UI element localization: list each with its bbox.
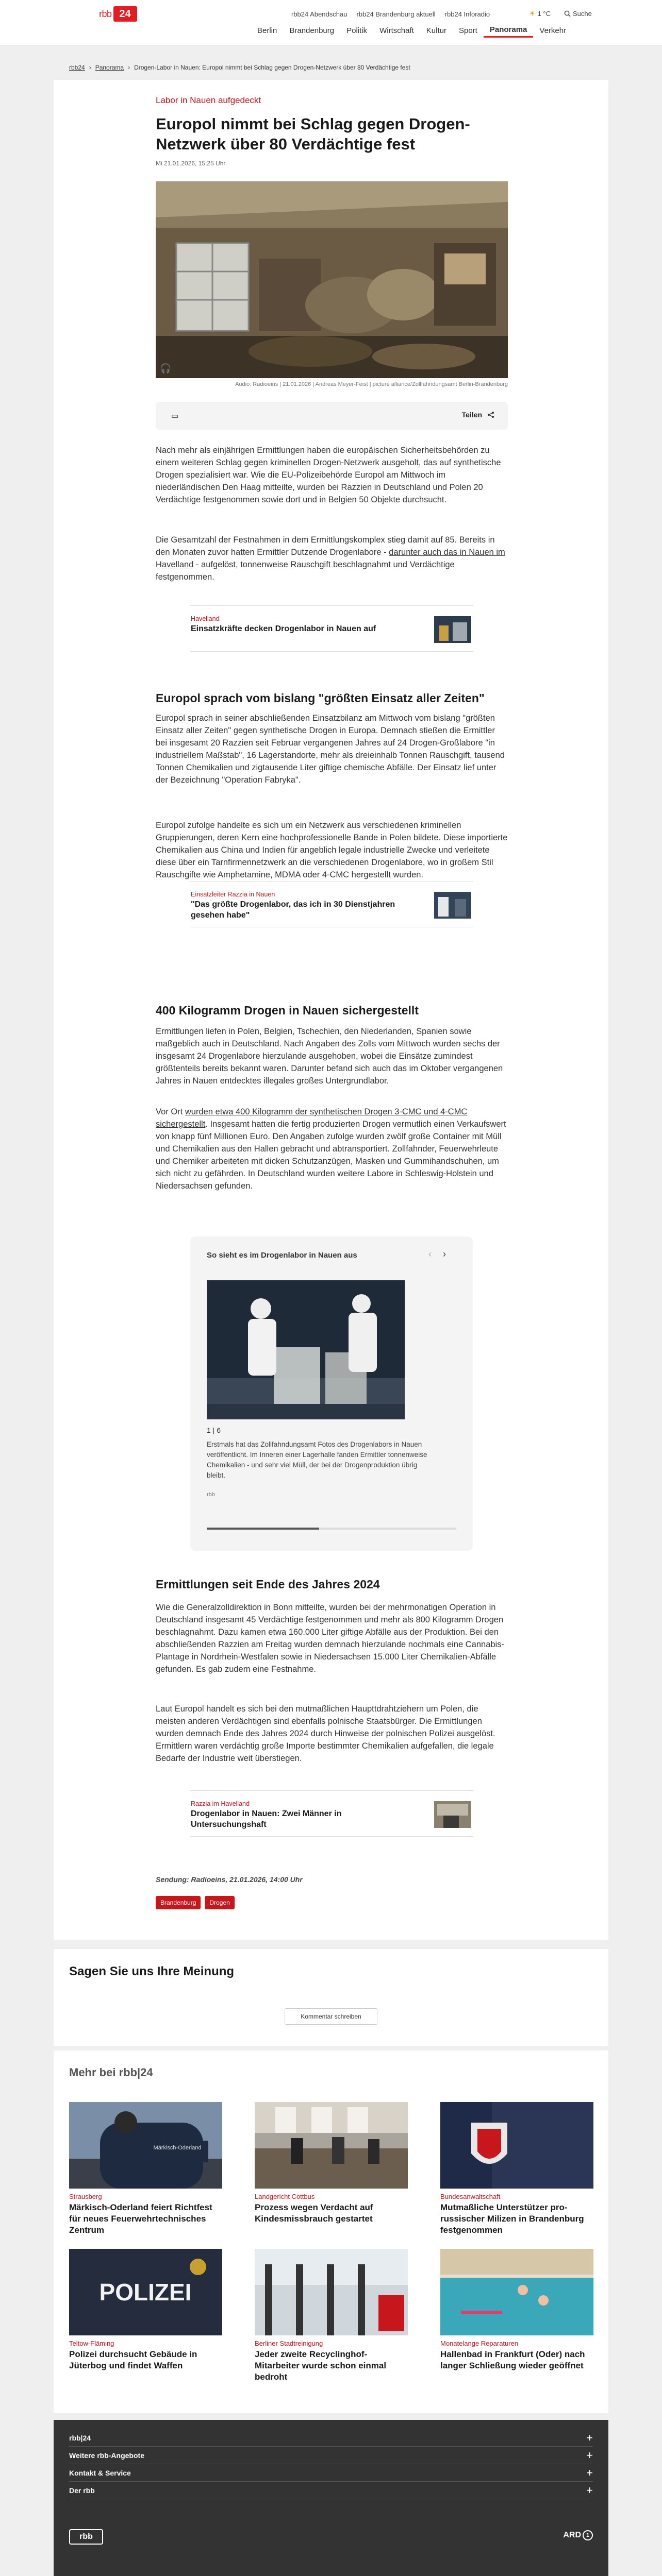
nav-wirtschaft[interactable]: Wirtschaft: [379, 26, 414, 35]
nav-sport[interactable]: Sport: [458, 26, 477, 35]
teaser-thumbnail: [434, 616, 471, 643]
more-item-image: [440, 2102, 593, 2189]
weather-widget[interactable]: [529, 9, 551, 18]
rbb-footer-logo[interactable]: rbb: [69, 2529, 103, 2545]
chevron-right-icon: ›: [128, 64, 130, 71]
paragraph-5: Ermittlungen liefen in Polen, Belgien, Tschechien, den Niederlanden, Spanien sowie maßgeblich auch in Deutschland. Nach Angaben des Zolls vom Mittwoch wurden sechs der insgesamt 24 Drogenlabore hierzulande ausgehoben, wobei die Einsätze zumindest größtenteils bereits bekannt waren. Darunter befand sich auch das im Oktober vergangenen Jahres in Nauen entdecktes illegales großes Untergrundlabor.: [156, 1027, 503, 1086]
nav-panorama[interactable]: Panorama: [484, 23, 534, 38]
teaser-razzia[interactable]: Razzia im Havelland Drogenlabor in Nauen: Zwei Männer in Untersuchungshaft: [190, 1790, 473, 1837]
paragraph-8: Laut Europol handelt es sich bei den mutmaßlichen Haupttdrahtziehern um Polen, die meisten anderen Verdächtigen sind ebenfalls polnische Staatsbürger. Die Ermittlungen wurden demnach Ende des Jahres 2024 durch Hinweise der polnischen Polizei ausgelöst. Ermittlern waren verdächtig große Importe bestimmter Chemikalien aufgefallen, die legale Bedarfe der Industrie weit überstiegen.: [156, 1704, 495, 1763]
more-item-image: [69, 2102, 222, 2189]
top-tools: [529, 9, 592, 18]
site-footer: [54, 2420, 608, 2576]
gallery-prev-button[interactable]: ‹: [428, 1249, 432, 1259]
teaser-havelland[interactable]: Havelland Einsatzkräfte decken Drogenlabor in Nauen auf: [190, 605, 473, 652]
breadcrumb-section[interactable]: Panorama: [95, 64, 124, 71]
more-item[interactable]: Bundesanwaltschaft Mutmaßliche Unterstützer pro-russischer Milizen in Brandenburg festgenommen: [440, 2102, 593, 2236]
write-comment-button[interactable]: Kommentar schreiben: [285, 2008, 377, 2025]
teaser-thumbnail: [434, 892, 471, 919]
tag-brandenburg[interactable]: Brandenburg: [156, 1896, 201, 1909]
search-button[interactable]: [564, 10, 592, 18]
paragraph-2: Die Gesamtzahl der Festnahmen in dem Ermittlungskomplex stieg damit auf 85. Bereits in den Monaten zuvor hatten Ermittler Dutzende Drogenlabore - darunter auch das in Nauen im Havelland - aufgelöst, tonnenweise Rauschgift beschlagnahmt und Verdächtige festgenommen.: [156, 535, 505, 582]
top-link-brandenburg-aktuell[interactable]: rbb24 Brandenburg aktuell: [356, 10, 436, 18]
teaser-thumbnail: [434, 1801, 471, 1828]
share-button[interactable]: [462, 411, 494, 419]
more-image-text-2: POLIZEI: [99, 2279, 192, 2306]
nav-politik[interactable]: Politik: [346, 26, 368, 35]
tag-list: [156, 1896, 508, 1909]
paragraph-7: Wie die Generalzolldirektion in Bonn mitteilte, wurden bei der mehrmonatigen Operation in Deutschland insgesamt 45 Verdächtige festgenommen und mehr als 800 Kilogramm Drogen beschlagnahmt. Dazu kamen etwa 160.000 Liter giftige Abfälle aus der Produktion. Bei den abschließenden Razzien am Freitag wurden demnach hierzulande nochmals eine Cannabis-Plantage in Nordrhein-Westfalen sowie in Niedersachsen 15.000 Liter Chemikalien-Abfälle gefunden. Es gab zudem eine Festnahme.: [156, 1603, 504, 1674]
article-date: Mi 21.01.2026, 15:25 Uhr: [156, 160, 226, 167]
top-link-inforadio[interactable]: rbb24 Inforadio: [444, 10, 490, 18]
gallery-image[interactable]: [207, 1280, 405, 1419]
nav-brandenburg[interactable]: Brandenburg: [289, 26, 335, 35]
chevron-right-icon: ›: [89, 64, 91, 71]
comment-icon[interactable]: ▭: [171, 412, 179, 420]
paragraph-4: Europol zufolge handelte es sich um ein Netzwerk aus verschiedenen kriminellen Gruppierungen, deren Kern eine hochprofessionelle Bande in Polen bildete. Diese importierte Chemikalien aus China und Indien für angeblich legale industrielle Zwecke und verleitete diese über ein Tarnfirmennetzwerk an die verschiedenen Drogenlabore, wo in großem Stil Rauschgifte wie Amphetamine, MDMA oder 4-CMC hergestellt wurden.: [156, 821, 508, 879]
plus-icon: +: [586, 2448, 593, 2462]
nav-berlin[interactable]: Berlin: [257, 26, 277, 35]
gallery-progress-fill: [207, 1528, 319, 1530]
gallery-source: rbb: [207, 1492, 215, 1498]
tag-drogen[interactable]: Drogen: [205, 1896, 234, 1909]
teaser-einsatzleiter[interactable]: Einsatzleiter Razzia in Nauen "Das größte Drogenlabor, das ich in 30 Dienstjahren gesehen habe": [190, 881, 473, 927]
subheading-3: Ermittlungen seit Ende des Jahres 2024: [156, 1578, 380, 1591]
gallery-title: So sieht es im Drogenlabor in Nauen aus: [207, 1251, 357, 1260]
subheading-2: 400 Kilogramm Drogen in Nauen sichergestellt: [156, 1004, 419, 1017]
comments-title: Sagen Sie uns Ihre Meinung: [69, 1964, 235, 1978]
broadcast-info: Sendung: Radioeins, 21.01.2026, 14:00 Uhr: [156, 1875, 303, 1884]
more-item[interactable]: Monatelange Reparaturen Hallenbad in Frankfurt (Oder) nach langer Schließung wieder geöffnet: [440, 2249, 593, 2371]
article-action-bar: [156, 402, 508, 430]
ard-logo[interactable]: ARD 1: [563, 2530, 593, 2540]
more-item[interactable]: Märkisch-Oderland Strausberg Märkisch-Oderland feiert Richtfest für neues Feuerwehrtechnisches Zentrum: [69, 2102, 222, 2236]
image-gallery: [190, 1236, 473, 1551]
more-item-image: [69, 2249, 222, 2335]
comments-section: [54, 1949, 608, 2046]
subheading-1: Europol sprach vom bislang "größten Einsatz aller Zeiten": [156, 691, 485, 705]
paragraph-6: Vor Ort wurden etwa 400 Kilogramm der synthetischen Drogen 3-CMC und 4-CMC sichergestellt. Insgesamt hatten die fertig produzierten Drogen vermutlich einen Verkaufswert von knapp fünf Millionen Euro. Den Angaben zufolge wurden zwölf große Container mit Müll und Chemikalien aus den Hallen gebracht und abtransportiert. Zollfahnder, Feuerwehrleute und Chemiker arbeiteten mit dicken Schutzanzügen, Masken und Gummihandschuhen, um sich nicht zu gefährden. In Deutschland wurden weitere Labore in Schleswig-Holstein und Niedersachsen gefunden.: [156, 1107, 506, 1191]
footer-row-der-rbb[interactable]: Der rbb +: [69, 2482, 593, 2499]
more-item[interactable]: POLIZEI Teltow-Fläming Polizei durchsucht Gebäude in Jüterbog und findet Waffen: [69, 2249, 222, 2371]
paragraph-3: Europol sprach in seiner abschließenden Einsatzbilanz am Mittwoch vom bislang "größten Einsatz aller Zeiten" gegen synthetische Drogen in Europa. Demnach stießen die Ermittler bei insgesamt 20 Razzien seit Februar vergangenen Jahres auf 24 Drogen-Großlabore "in industriellem Maßstab", 16 Lagerstandorte, mehr als dreieinhalb Tonnen Rauschgift, tausend Tonnen Chemikalien und zigtausende Liter giftige chemische Abfälle. Der Einsatz lief unter der Bezeichnung "Operation Fabryka".: [156, 714, 505, 785]
breadcrumb-current: Drogen-Labor in Nauen: Europol nimmt bei Schlag gegen Drogen-Netzwerk über 80 Verdächtige fest: [134, 64, 410, 71]
headphones-icon[interactable]: 🎧: [160, 363, 172, 374]
top-links: [291, 10, 490, 18]
rbb24-logo[interactable]: rbb 24: [99, 6, 146, 22]
share-icon: [487, 411, 494, 418]
plus-icon: +: [586, 2431, 593, 2444]
share-label: Teilen: [461, 411, 482, 419]
nav-kultur[interactable]: Kultur: [426, 26, 446, 35]
image-credit: Audio: Radioeins | 21.01.2026 | Andreas Meyer-Feist | picture alliance/Zollfahndungsamt Berlin-Brandenburg: [235, 381, 508, 387]
site-header: [0, 0, 662, 45]
footer-row-kontakt[interactable]: Kontakt & Service +: [69, 2464, 593, 2482]
gallery-next-button[interactable]: ›: [443, 1249, 446, 1259]
gallery-caption: Erstmals hat das Zollfahndungsamt Fotos des Drogenlabors in Nauen veröffentlicht. Im Inneren einer Lagerhalle fanden Ermittler tonnenweise Chemikalien - und sehr viel Müll, der bei der Drogenproduktion übrig bleibt.: [207, 1440, 427, 1479]
top-link-abendschau[interactable]: rbb24 Abendschau: [291, 10, 347, 18]
plus-icon: +: [586, 2483, 593, 2497]
main-nav: [251, 23, 572, 38]
more-item-image: [440, 2249, 593, 2335]
footer-row-rbb24[interactable]: rbb|24 +: [69, 2429, 593, 2447]
more-item[interactable]: Landgericht Cottbus Prozess wegen Verdacht auf Kindesmissbrauch gestartet: [255, 2102, 408, 2225]
more-title: Mehr bei rbb|24: [69, 2066, 153, 2079]
gallery-counter: 1 | 6: [207, 1426, 221, 1434]
more-item[interactable]: Berliner Stadtreinigung Jeder zweite Recyclinghof-Mitarbeiter wurde schon einmal bedroht: [255, 2249, 408, 2383]
more-item-image: [255, 2102, 408, 2189]
page-title: Europol nimmt bei Schlag gegen Drogen-Netzwerk über 80 Verdächtige fest: [156, 115, 470, 153]
article-link-nauen[interactable]: darunter auch das in Nauen im Havelland: [156, 548, 505, 569]
ard-one-icon: 1: [583, 2530, 593, 2540]
more-section: [54, 2050, 608, 2413]
gallery-progress-track[interactable]: [207, 1528, 456, 1530]
search-label: Suche: [573, 10, 592, 18]
more-image-text-1: Märkisch-Oderland: [153, 2145, 202, 2151]
article-kicker: Labor in Nauen aufgedeckt: [156, 95, 261, 105]
article-link-400kg[interactable]: wurden etwa 400 Kilogramm der synthetischen Drogen 3-CMC und 4-CMC sichergestellt: [156, 1107, 468, 1129]
hero-image: [156, 181, 508, 378]
more-item-image: [255, 2249, 408, 2335]
sun-icon: ☀: [529, 9, 536, 18]
footer-row-weitere[interactable]: Weitere rbb-Angebote +: [69, 2447, 593, 2464]
breadcrumb: [69, 64, 410, 71]
breadcrumb-home[interactable]: rbb24: [69, 64, 85, 71]
plus-icon: +: [586, 2466, 593, 2479]
search-icon: [564, 10, 571, 17]
nav-verkehr[interactable]: Verkehr: [539, 26, 567, 35]
weather-value: 1 °C: [537, 10, 551, 18]
paragraph-1: Nach mehr als einjährigen Ermittlungen haben die europäischen Sicherheitsbehörden zu einem weiteren Schlag gegen kriminellen Drogen-Netzwerk ausgeholt, das auf synthetische Drogen spezialisiert war. Wie die EU-Polizeibehörde Europol am Mittwoch im niederländischen Den Haag mitteilte, wurden bei Razzien in Deutschland und Polen 20 Verdächtige festgenommen sowie dort und in Belgien 50 Objekte durchsucht.: [156, 446, 501, 504]
